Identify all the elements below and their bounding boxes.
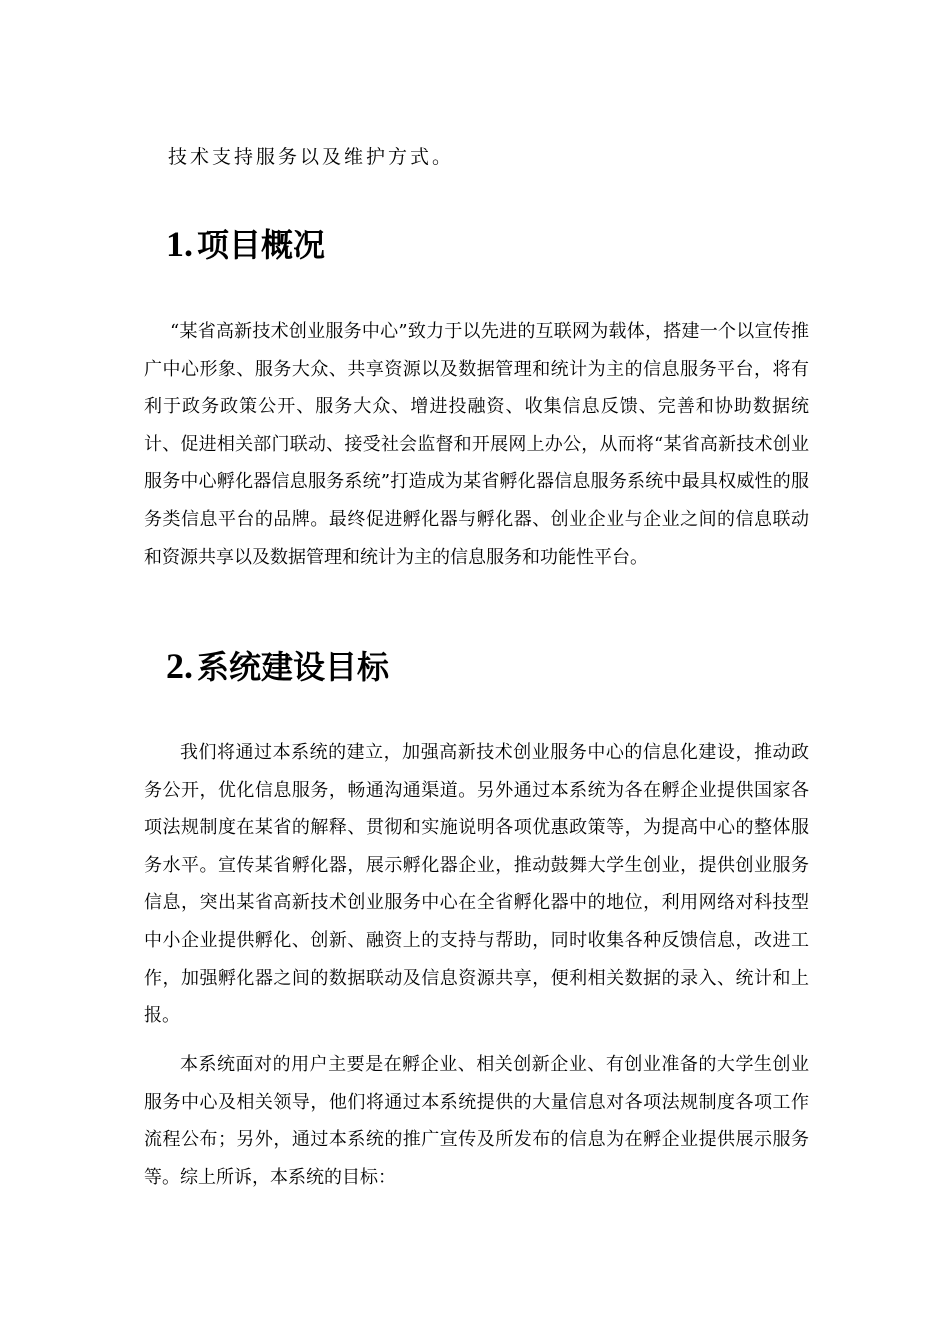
section-title: 项目概况 (197, 226, 326, 264)
section-heading-project-overview (166, 222, 325, 267)
section-title: 系统建设目标 (197, 648, 390, 686)
paragraph-system-goals-2: 本系统面对的用户主要是在孵企业、相关创新企业、有创业准备的大学生创业服务中心及相关领导，他们将通过本系统提供的大量信息对各项法规制度各项工作流程公布；另外，通过本系统的推广宣传及所发布的信息为在孵企业提供展示服务等。综上所诉，本系统的目标： (144, 1054, 809, 1188)
section-number: 2. (166, 646, 193, 686)
paragraph-project-overview: “某省高新技术创业服务中心”致力于以先进的互联网为载体，搭建一个以宣传推广中心形象、服务大众、共享资源以及数据管理和统计为主的信息服务平台，将有利于政务政策公开、服务大众、增进投融资、收集信息反馈、完善和协助数据统计、促进相关部门联动、接受社会监督和开展网上办公，从而将“某省高新技术创业服务中心孵化器信息服务系统”打造成为某省孵化器信息服务系统中最具权威性的服务类信息平台的品牌。最终促进孵化器与孵化器、创业企业与企业之间的信息联动和资源共享以及数据管理和统计为主的信息服务和功能性平台。 (144, 321, 809, 568)
intro-line: 技术支持服务以及维护方式。 (168, 146, 455, 168)
section-heading-system-goals (166, 644, 389, 689)
paragraph-system-goals-1: 我们将通过本系统的建立，加强高新技术创业服务中心的信息化建设，推动政务公开，优化信息服务，畅通沟通渠道。另外通过本系统为各在孵企业提供国家各项法规制度在某省的解释、贯彻和实施说明各项优惠政策等，为提高中心的整体服务水平。宣传某省孵化器，展示孵化器企业，推动鼓舞大学生创业，提供创业服务信息，突出某省高新技术创业服务中心在全省孵化器中的地位，利用网络对科技型中小企业提供孵化、创新、融资上的支持与帮助，同时收集各种反馈信息，改进工作，加强孵化器之间的数据联动及信息资源共享，便利相关数据的录入、统计和上报。 (144, 742, 809, 1027)
section-number: 1. (166, 224, 193, 264)
